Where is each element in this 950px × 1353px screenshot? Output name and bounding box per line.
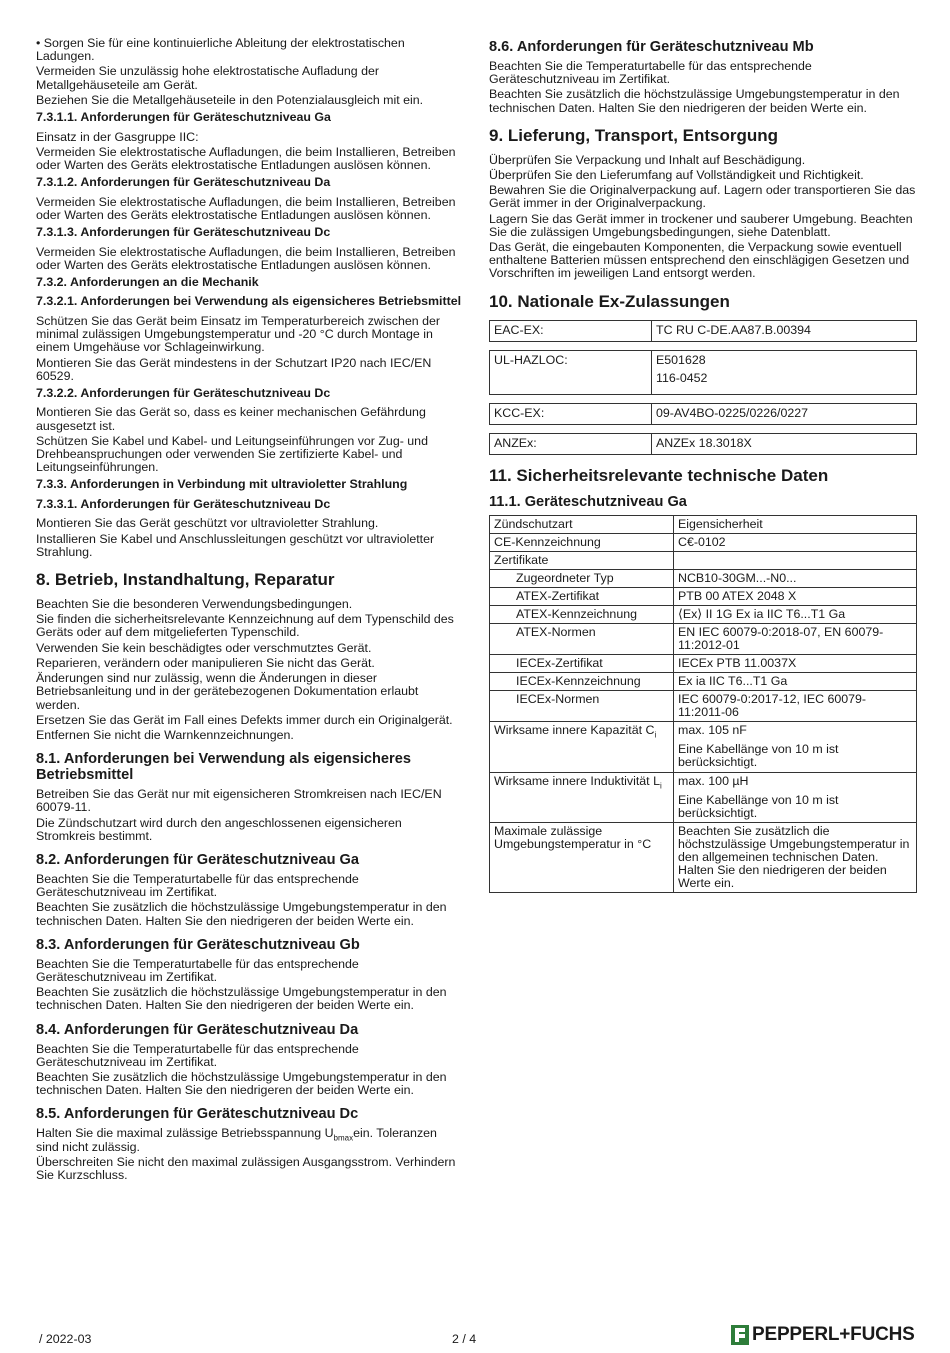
heading-7-3-1-2: 7.3.1.2. Anforderungen für Geräteschutzniveau Da bbox=[36, 175, 331, 190]
heading-11: 11. Sicherheitsrelevante technische Daten bbox=[489, 466, 829, 486]
heading-7-3-3-1: 7.3.3.1. Anforderungen für Geräteschutzniveau Dc bbox=[36, 496, 331, 511]
heading-8-5: 8.5. Anforderungen für Geräteschutzniveau Dc bbox=[36, 1106, 359, 1123]
table-cell-label: ATEX-Normen bbox=[490, 624, 674, 655]
table-cell-value: Beachten Sie zusätzlich die höchstzulässige Umgebungstemperatur in den allgemeinen technischen Daten. Halten Sie den niedrigeren der beiden Werte ein. bbox=[674, 823, 917, 893]
paragraph: Vermeiden Sie unzulässig hohe elektrostatische Aufladung der Metallgehäuseteile am Gerät. bbox=[36, 64, 380, 92]
table-cell-label: Zertifikate bbox=[490, 552, 674, 570]
table-row bbox=[490, 350, 917, 394]
paragraph: Entfernen Sie nicht die Warnkennzeichnungen. bbox=[36, 727, 294, 742]
paragraph: Vermeiden Sie elektrostatische Aufladungen, die beim Installieren, Betreiben oder Warten des Geräts elektrostatische Entladungen auslösen können. bbox=[36, 144, 456, 172]
subscript: bmax bbox=[333, 1133, 354, 1143]
paragraph: Reparieren, verändern oder manipulieren Sie nicht das Gerät. bbox=[36, 655, 375, 670]
heading-9: 9. Lieferung, Transport, Entsorgung bbox=[489, 125, 779, 145]
table-row bbox=[490, 552, 917, 570]
label-text: Wirksame innere Induktivität L bbox=[494, 773, 660, 788]
paragraph: Betreiben Sie das Gerät nur mit eigensicheren Stromkreisen nach IEC/EN 60079-11. bbox=[36, 787, 442, 815]
table-cell-label bbox=[490, 722, 674, 773]
table-row bbox=[490, 404, 917, 425]
left-column bbox=[36, 37, 462, 1184]
table-cell-value: ⟨Ex⟩ II 1G Ex ia IIC T6...T1 Ga bbox=[674, 606, 917, 624]
paragraph: Sie finden die sicherheitsrelevante Kennzeichnung auf dem Typenschild des Geräts oder auf dem mitgelieferten Typenschild. bbox=[36, 612, 454, 640]
paragraph: Das Gerät, die eingebauten Komponenten, die Verpackung sowie eventuell enthaltene Batterien müssen entsprechend den einschlägigen Gesetzen und Vorschriften im jeweiligen Land entsorgt werden. bbox=[489, 240, 910, 281]
table-row bbox=[490, 588, 917, 606]
table-row bbox=[490, 655, 917, 673]
approval-table-eac bbox=[489, 320, 917, 342]
paragraph: Beziehen Sie die Metallgehäuseteile in den Potenzialausgleich mit ein. bbox=[36, 92, 424, 107]
paragraph: Beachten Sie die Temperaturtabelle für das entsprechende Geräteschutzniveau im Zertifikat. bbox=[36, 871, 359, 900]
table-cell-label: IECEx-Zertifikat bbox=[490, 655, 674, 673]
heading-11-1: 11.1. Geräteschutzniveau Ga bbox=[489, 494, 687, 511]
table-cell-value: NCB10-30GM...-N0... bbox=[674, 570, 917, 588]
table-row bbox=[490, 823, 917, 893]
table-cell-label bbox=[490, 772, 674, 823]
heading-10: 10. Nationale Ex-Zulassungen bbox=[489, 291, 730, 311]
approval-table-ul bbox=[489, 350, 917, 395]
pf-logo-icon bbox=[731, 1325, 749, 1345]
subscript: i bbox=[659, 781, 662, 791]
heading-8-2: 8.2. Anforderungen für Geräteschutzniveau Ga bbox=[36, 851, 360, 868]
safety-data-table bbox=[489, 515, 917, 893]
paragraph: Einsatz in der Gasgruppe IIC: bbox=[36, 129, 199, 144]
paragraph: Beachten Sie zusätzlich die höchstzulässige Umgebungstemperatur in den technischen Daten. Halten Sie den niedrigeren der beiden Werte ein. bbox=[36, 900, 447, 928]
paragraph: Beachten Sie zusätzlich die höchstzulässige Umgebungstemperatur in den technischen Daten. Halten Sie den niedrigeren der beiden Werte ein. bbox=[36, 1069, 447, 1098]
table-cell-value: IECEx PTB 11.0037X bbox=[674, 655, 917, 673]
heading-7-3-1-1: 7.3.1.1. Anforderungen für Geräteschutzniveau Ga bbox=[36, 110, 331, 125]
heading-8-1: 8.1. Anforderungen bei Verwendung als eigensicheres Betriebsmittel bbox=[36, 751, 411, 784]
table-cell-label: ATEX-Zertifikat bbox=[490, 588, 674, 606]
company-logo bbox=[731, 1324, 915, 1346]
text-segment: ein. Toleranzen sind nicht zulässig. bbox=[36, 1126, 437, 1154]
table-cell-label: UL-HAZLOC: bbox=[490, 350, 652, 394]
table-cell-value: ANZEx 18.3018X bbox=[652, 434, 917, 455]
table-cell-value bbox=[652, 350, 917, 394]
footer-page-number: 2 / 4 bbox=[452, 1332, 477, 1346]
heading-7-3-1-3: 7.3.1.3. Anforderungen für Geräteschutzniveau Dc bbox=[36, 225, 331, 240]
table-cell-value bbox=[674, 552, 917, 570]
table-cell-label: IECEx-Kennzeichnung bbox=[490, 673, 674, 691]
table-row bbox=[490, 772, 917, 823]
table-cell-value: C€-0102 bbox=[674, 534, 917, 552]
table-cell-value: Ex ia IIC T6...T1 Ga bbox=[674, 673, 917, 691]
paragraph: Installieren Sie Kabel und Anschlussleitungen geschützt vor ultravioletter Strahlung. bbox=[36, 531, 435, 559]
table-cell-value: IEC 60079-0:2017-12, IEC 60079-11:2011-06 bbox=[674, 691, 917, 722]
subscript: i bbox=[654, 730, 657, 740]
table-cell-value bbox=[674, 772, 917, 823]
table-cell-label: Maximale zulässige Umgebungstemperatur in °C bbox=[490, 823, 674, 893]
paragraph: Montieren Sie das Gerät mindestens in der Schutzart IP20 nach IEC/EN 60529. bbox=[36, 355, 432, 383]
table-row bbox=[490, 534, 917, 552]
paragraph: Beachten Sie die Temperaturtabelle für das entsprechende Geräteschutzniveau im Zertifikat. bbox=[489, 59, 812, 87]
value-line: max. 105 nF bbox=[678, 723, 747, 738]
heading-8-4: 8.4. Anforderungen für Geräteschutzniveau Da bbox=[36, 1021, 359, 1038]
heading-8: 8. Betrieb, Instandhaltung, Reparatur bbox=[36, 570, 335, 590]
paragraph: Schützen Sie das Gerät beim Einsatz im Temperaturbereich zwischen der minimal zulässigen Umgebungstemperatur und -20 °C durch Montage in einem Umgehäuse vor Schlageinwirkung. bbox=[36, 313, 441, 355]
table-row bbox=[490, 691, 917, 722]
value-line: Eine Kabellänge von 10 m ist berücksichtigt. bbox=[678, 792, 839, 821]
paragraph: Beachten Sie die Temperaturtabelle für das entsprechende Geräteschutzniveau im Zertifikat. bbox=[36, 956, 359, 984]
paragraph: Überprüfen Sie den Lieferumfang auf Vollständigkeit und Richtigkeit. bbox=[489, 168, 864, 183]
approval-table-anzex bbox=[489, 433, 917, 455]
paragraph: Vermeiden Sie elektrostatische Aufladungen, die beim Installieren, Betreiben oder Warten des Geräts elektrostatische Entladungen auslösen können. bbox=[36, 244, 456, 272]
right-column bbox=[489, 37, 917, 893]
table-row bbox=[490, 624, 917, 655]
paragraph: Beachten Sie die Temperaturtabelle für das entsprechende Geräteschutzniveau im Zertifikat. bbox=[36, 1041, 359, 1069]
table-cell-label: KCC-EX: bbox=[490, 404, 652, 425]
label-text: Wirksame innere Kapazität C bbox=[494, 723, 655, 738]
table-cell-value: TC RU C-DE.AA87.B.00394 bbox=[652, 320, 917, 341]
table-row bbox=[490, 722, 917, 773]
table-row bbox=[490, 673, 917, 691]
value-line: E501628 bbox=[656, 352, 706, 367]
paragraph: Beachten Sie die besonderen Verwendungsbedingungen. bbox=[36, 597, 353, 612]
table-cell-value: Eigensicherheit bbox=[674, 516, 917, 534]
paragraph: Lagern Sie das Gerät immer in trockener und sauberer Umgebung. Beachten Sie die zulässigen Umgebungsbedingungen, siehe Datenblatt. bbox=[489, 211, 913, 239]
table-row bbox=[490, 434, 917, 455]
paragraph: • Sorgen Sie für eine kontinuierliche Ableitung der elektrostatischen Ladungen. bbox=[36, 36, 405, 64]
value-line: max. 100 µH bbox=[678, 773, 749, 788]
paragraph: Bewahren Sie die Originalverpackung auf. Lagern oder transportieren Sie das Gerät immer in der Originalverpackung. bbox=[489, 183, 916, 211]
heading-7-3-3: 7.3.3. Anforderungen in Verbindung mit ultravioletter Strahlung bbox=[36, 477, 408, 492]
table-row bbox=[490, 516, 917, 534]
table-cell-value: EN IEC 60079-0:2018-07, EN 60079-11:2012-01 bbox=[674, 624, 917, 655]
logo-text: PEPPERL+FUCHS bbox=[752, 1324, 915, 1345]
paragraph bbox=[36, 1127, 462, 1153]
heading-8-3: 8.3. Anforderungen für Geräteschutzniveau Gb bbox=[36, 936, 360, 953]
heading-7-3-2: 7.3.2. Anforderungen an die Mechanik bbox=[36, 274, 259, 289]
approval-table-kcc bbox=[489, 403, 917, 425]
paragraph: Ersetzen Sie das Gerät im Fall eines Defekts immer durch ein Originalgerät. bbox=[36, 712, 453, 727]
paragraph: Montieren Sie das Gerät geschützt vor ultravioletter Strahlung. bbox=[36, 516, 379, 531]
footer-date: / 2022-03 bbox=[39, 1332, 92, 1346]
paragraph: Überprüfen Sie Verpackung und Inhalt auf Beschädigung. bbox=[489, 152, 806, 167]
table-row bbox=[490, 570, 917, 588]
paragraph: Änderungen sind nur zulässig, wenn die Änderungen in dieser Betriebsanleitung und in der gerätebezogenen Dokumentation erlaubt werden. bbox=[36, 671, 419, 712]
table-cell-value bbox=[674, 722, 917, 773]
table-cell-label: Zugeordneter Typ bbox=[490, 570, 674, 588]
value-line: Eine Kabellänge von 10 m ist berücksichtigt. bbox=[678, 742, 839, 770]
table-cell-label: Zündschutzart bbox=[490, 516, 674, 534]
paragraph: Montieren Sie das Gerät so, dass es keiner mechanischen Gefährdung ausgesetzt ist. bbox=[36, 405, 426, 433]
table-cell-label: IECEx-Normen bbox=[490, 691, 674, 722]
table-cell-label: EAC-EX: bbox=[490, 320, 652, 341]
table-cell-label: ATEX-Kennzeichnung bbox=[490, 606, 674, 624]
heading-7-3-2-1: 7.3.2.1. Anforderungen bei Verwendung als eigensicheres Betriebsmittel bbox=[36, 294, 462, 309]
table-cell-value: 09-AV4BO-0225/0226/0227 bbox=[652, 404, 917, 425]
paragraph: Die Zündschutzart wird durch den angeschlossenen eigensicheren Stromkreis bestimmt. bbox=[36, 815, 402, 843]
table-cell-label: CE-Kennzeichnung bbox=[490, 534, 674, 552]
paragraph: Überschreiten Sie nicht den maximal zulässigen Ausgangsstrom. Verhindern Sie Kurzschluss. bbox=[36, 1154, 456, 1182]
table-row bbox=[490, 320, 917, 341]
heading-7-3-2-2: 7.3.2.2. Anforderungen für Geräteschutzniveau Dc bbox=[36, 385, 331, 400]
table-cell-value: PTB 00 ATEX 2048 X bbox=[674, 588, 917, 606]
heading-8-6: 8.6. Anforderungen für Geräteschutzniveau Mb bbox=[489, 39, 814, 55]
table-row bbox=[490, 606, 917, 624]
paragraph: Beachten Sie zusätzlich die höchstzulässige Umgebungstemperatur in den technischen Daten. Halten Sie den niedrigeren der beiden Werte ein. bbox=[489, 87, 900, 115]
paragraph: Vermeiden Sie elektrostatische Aufladungen, die beim Installieren, Betreiben oder Warten des Geräts elektrostatische Entladungen auslösen können. bbox=[36, 194, 456, 222]
text-segment: Halten Sie die maximal zulässige Betriebsspannung U bbox=[36, 1126, 334, 1141]
table-cell-label: ANZEx: bbox=[490, 434, 652, 455]
value-line: 116-0452 bbox=[656, 370, 708, 385]
paragraph: Schützen Sie Kabel und Kabel- und Leitungseinführungen vor Zug- und Drehbeanspruchungen oder verwenden Sie zertifizierte Kabel- und Leitungseinführungen. bbox=[36, 433, 428, 475]
paragraph: Verwenden Sie kein beschädigtes oder verschmutztes Gerät. bbox=[36, 640, 372, 655]
paragraph: Beachten Sie zusätzlich die höchstzulässige Umgebungstemperatur in den technischen Daten. Halten Sie den niedrigeren der beiden Werte ein. bbox=[36, 985, 447, 1013]
